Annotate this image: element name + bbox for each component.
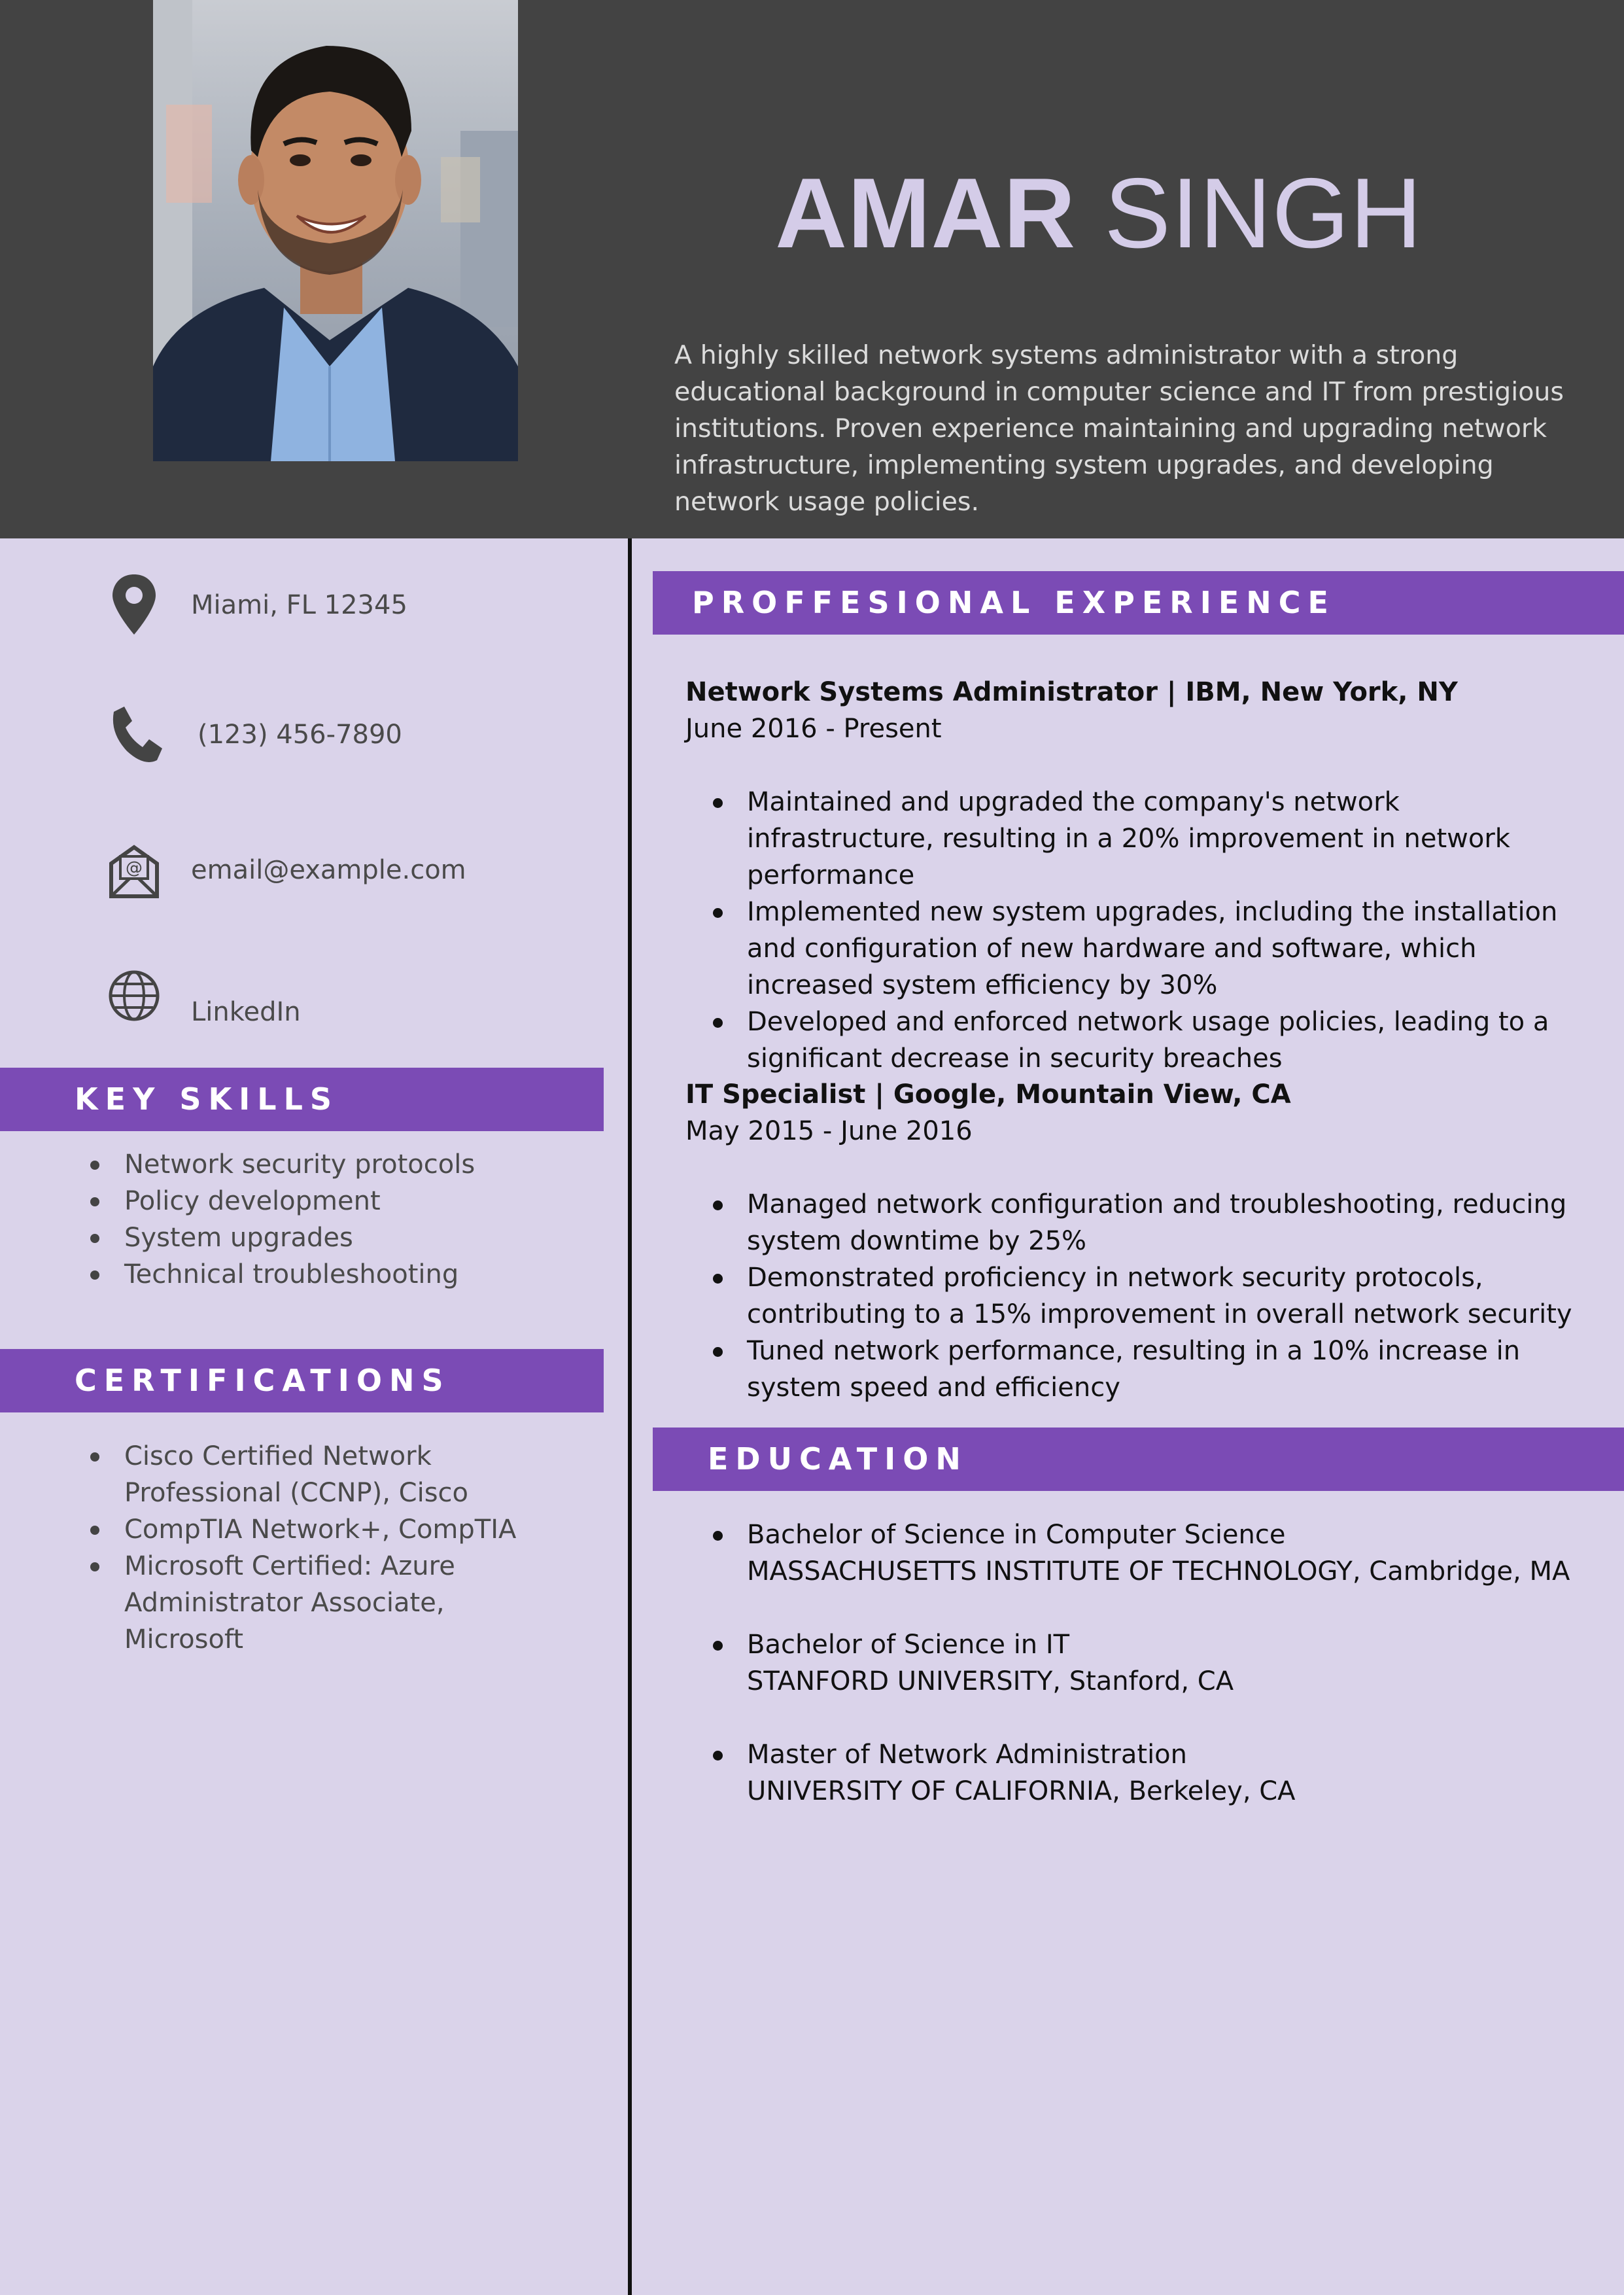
job-bullets xyxy=(712,1186,1588,1406)
list-item: Demonstrated proficiency in network security protocols, contributing to a 15% improvement in overall network security xyxy=(712,1259,1588,1333)
list-item: Technical troubleshooting xyxy=(90,1256,600,1293)
column-divider xyxy=(628,538,632,2295)
certifications-heading: CERTIFICATIONS xyxy=(0,1349,604,1412)
list-item: System upgrades xyxy=(90,1219,600,1256)
school: UNIVERSITY OF CALIFORNIA, Berkeley, CA xyxy=(747,1776,1296,1806)
email-icon xyxy=(105,834,164,906)
first-name: AMAR xyxy=(775,158,1077,269)
list-item: Tuned network performance, resulting in a 10% increase in system speed and efficiency xyxy=(712,1333,1588,1406)
globe-icon xyxy=(105,962,164,1034)
phone-text: (123) 456-7890 xyxy=(198,720,402,750)
linkedin-link[interactable]: LinkedIn xyxy=(191,997,301,1027)
contact-linkedin xyxy=(105,962,602,1034)
contact-phone xyxy=(105,699,602,771)
degree: Bachelor of Science in Computer Science xyxy=(747,1520,1286,1550)
list-item: Cisco Certified Network Professional (CCNP), Cisco xyxy=(90,1438,561,1511)
degree: Bachelor of Science in IT xyxy=(747,1630,1070,1660)
list-item: Managed network configuration and troubleshooting, reducing system downtime by 25% xyxy=(712,1186,1588,1259)
experience-heading: PROFFESIONAL EXPERIENCE xyxy=(653,571,1624,635)
list-item: Policy development xyxy=(90,1183,600,1219)
job-dates: May 2015 - June 2016 xyxy=(685,1116,973,1146)
list-item: CompTIA Network+, CompTIA xyxy=(90,1511,561,1548)
contact-location xyxy=(105,569,602,641)
list-item xyxy=(712,1736,1588,1810)
list-item xyxy=(712,1626,1588,1700)
contact-email xyxy=(105,834,602,906)
profile-photo xyxy=(153,0,518,461)
header xyxy=(0,0,1624,538)
svg-text:@: @ xyxy=(126,858,143,878)
phone-icon xyxy=(105,699,164,771)
candidate-name xyxy=(654,158,1544,269)
school: STANFORD UNIVERSITY, Stanford, CA xyxy=(747,1666,1234,1696)
list-item xyxy=(712,1516,1588,1590)
job-dates: June 2016 - Present xyxy=(685,714,942,744)
list-item: Maintained and upgraded the company's network infrastructure, resulting in a 20% improvement in network performance xyxy=(712,784,1588,894)
last-name: SINGH xyxy=(1104,158,1423,269)
school: MASSACHUSETTS INSTITUTE OF TECHNOLOGY, Cambridge, MA xyxy=(747,1556,1570,1586)
education-heading: EDUCATION xyxy=(653,1428,1624,1491)
job-title: Network Systems Administrator | IBM, New York, NY xyxy=(685,677,1458,707)
map-pin-icon xyxy=(105,569,164,641)
list-item: Developed and enforced network usage policies, leading to a significant decrease in security breaches xyxy=(712,1004,1588,1077)
key-skills-heading: KEY SKILLS xyxy=(0,1068,604,1131)
education-list xyxy=(712,1516,1588,1810)
profile-photo-illustration xyxy=(153,0,518,461)
list-item: Microsoft Certified: Azure Administrator Associate, Microsoft xyxy=(90,1548,561,1658)
job-bullets xyxy=(712,784,1588,1077)
profile-summary: A highly skilled network systems administrator with a strong educational background in computer science and IT from prestigious institutions. Proven experience maintaining and upgrading network infrastructure, implementing system upgrades, and developing network usage policies. xyxy=(674,340,1564,517)
certifications-list xyxy=(90,1438,561,1658)
skills-list xyxy=(90,1146,600,1293)
list-item: Network security protocols xyxy=(90,1146,600,1183)
degree: Master of Network Administration xyxy=(747,1740,1188,1770)
list-item: Implemented new system upgrades, including the installation and configuration of new hardware and software, which increased system efficiency by 30% xyxy=(712,894,1588,1004)
location-text: Miami, FL 12345 xyxy=(191,590,407,620)
email-text[interactable]: email@example.com xyxy=(191,855,466,885)
job-title: IT Specialist | Google, Mountain View, CA xyxy=(685,1079,1291,1110)
